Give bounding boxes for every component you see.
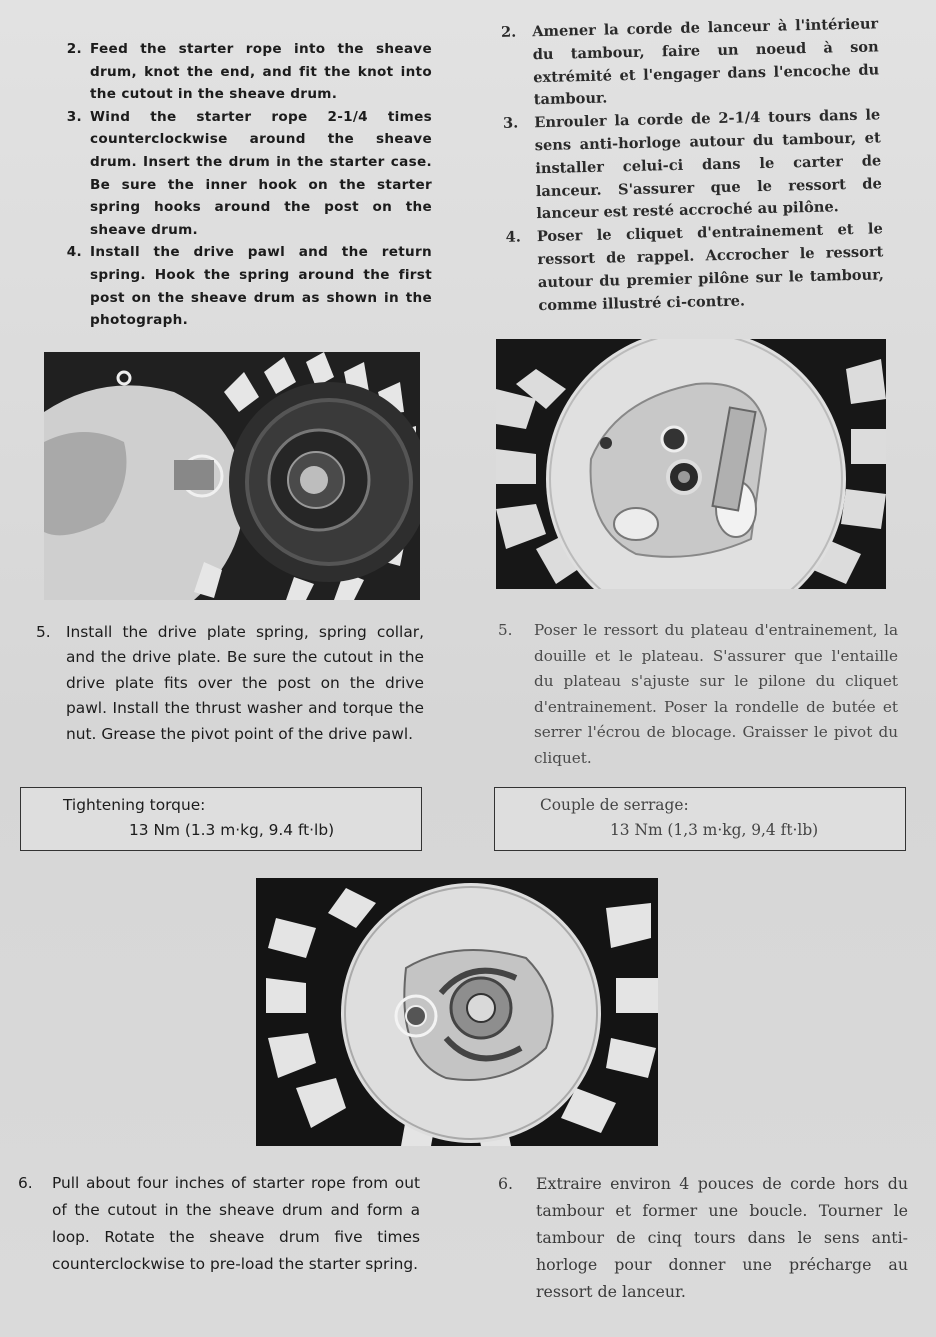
step-text: Extraire environ 4 pouces de corde hors du tambour et former une boucle. Tourner le tambour de cinq tours dans le sens anti-horloge pour donner une précharge au ressort de lanceur. — [536, 1174, 908, 1301]
steps-top-english — [52, 38, 432, 332]
step-5-en — [36, 620, 424, 747]
step-number: 6. — [498, 1174, 514, 1193]
step-5-fr — [498, 618, 898, 772]
torque-box-fr — [494, 787, 906, 851]
torque-label: Tightening torque: — [63, 796, 206, 814]
step-text: Pull about four inches of starter rope from out of the cutout in the sheave drum and form a loop. Rotate the sheave drum five times counterclockwise to pre-load the starter spring. — [52, 1174, 420, 1273]
step-text: Feed the starter rope into the sheave drum, knot the end, and fit the knot into the cutout in the sheave drum. — [90, 41, 432, 103]
step-3-en — [52, 106, 432, 242]
step-number: 4. — [505, 228, 522, 247]
step-text: Wind the starter rope 2-1/4 times counterclockwise around the sheave drum. Insert the drum in the starter case. Be sure the inner hook on the starter spring hooks around the post on the sheave drum. — [90, 108, 432, 238]
step-4-en — [52, 241, 432, 331]
step-number: 4. — [66, 244, 82, 261]
step-number: 3. — [502, 114, 519, 133]
torque-label: Couple de serrage: — [540, 796, 689, 814]
step-text: Poser le cliquet d'entrainement et le ressort de rappel. Accrocher le ressort autour du premier pilône sur le tambour, comme illustré ci-contre. — [536, 220, 885, 314]
step-number: 2. — [500, 23, 517, 41]
photo-sheave-drum-in-case — [44, 352, 420, 600]
step-number: 3. — [66, 108, 82, 125]
step-4-fr — [503, 218, 885, 318]
torque-box-en — [20, 787, 422, 851]
torque-value: 13 Nm (1.3 m·kg, 9.4 ft·lb) — [129, 821, 335, 839]
step-2-fr — [498, 13, 880, 113]
torque-value: 13 Nm (1,3 m·kg, 9,4 ft·lb) — [610, 821, 819, 839]
step-text: Amener la corde de lanceur à l'intérieur du tambour, faire un noeud à son extrémité et l'engager dans l'encoche du tambour. — [532, 15, 880, 109]
step-text: Install the drive pawl and the return spring. Hook the spring around the first post on the sheave drum as shown in the photograph. — [90, 244, 432, 329]
step-3-fr — [500, 105, 882, 228]
step-number: 2. — [66, 41, 82, 57]
steps-top-french — [498, 13, 885, 318]
step-text: Enrouler la corde de 2-1/4 tours dans le sens anti-horloge autour du tambour, et installer celui-ci dans le carter de lanceur. S'assurer que le ressort de lanceur est resté accroché au pilône. — [534, 106, 882, 223]
step-number: 5. — [36, 623, 51, 641]
step-number: 5. — [498, 621, 513, 639]
step-number: 6. — [18, 1174, 33, 1192]
step-6-en — [18, 1170, 420, 1278]
step-2-en — [52, 38, 432, 106]
photo-drive-plate-nut — [256, 878, 658, 1146]
step-text: Poser le ressort du plateau d'entrainement, la douille et le plateau. S'assurer que l'entaille du plateau s'ajuste sur le pilone du cliquet d'entrainement. Poser la rondelle de butée et serrer l'écrou de blocage. Graisser le pivot du cliquet. — [534, 621, 898, 767]
step-text: Install the drive plate spring, spring collar, and the drive plate. Be sure the cutout in the drive plate fits over the post on the drive pawl. Install the thrust washer and torque the nut. Grease the pivot point of the drive pawl. — [66, 623, 424, 743]
step-6-fr — [498, 1170, 908, 1305]
photo-drive-pawl-return-spring — [496, 339, 886, 589]
